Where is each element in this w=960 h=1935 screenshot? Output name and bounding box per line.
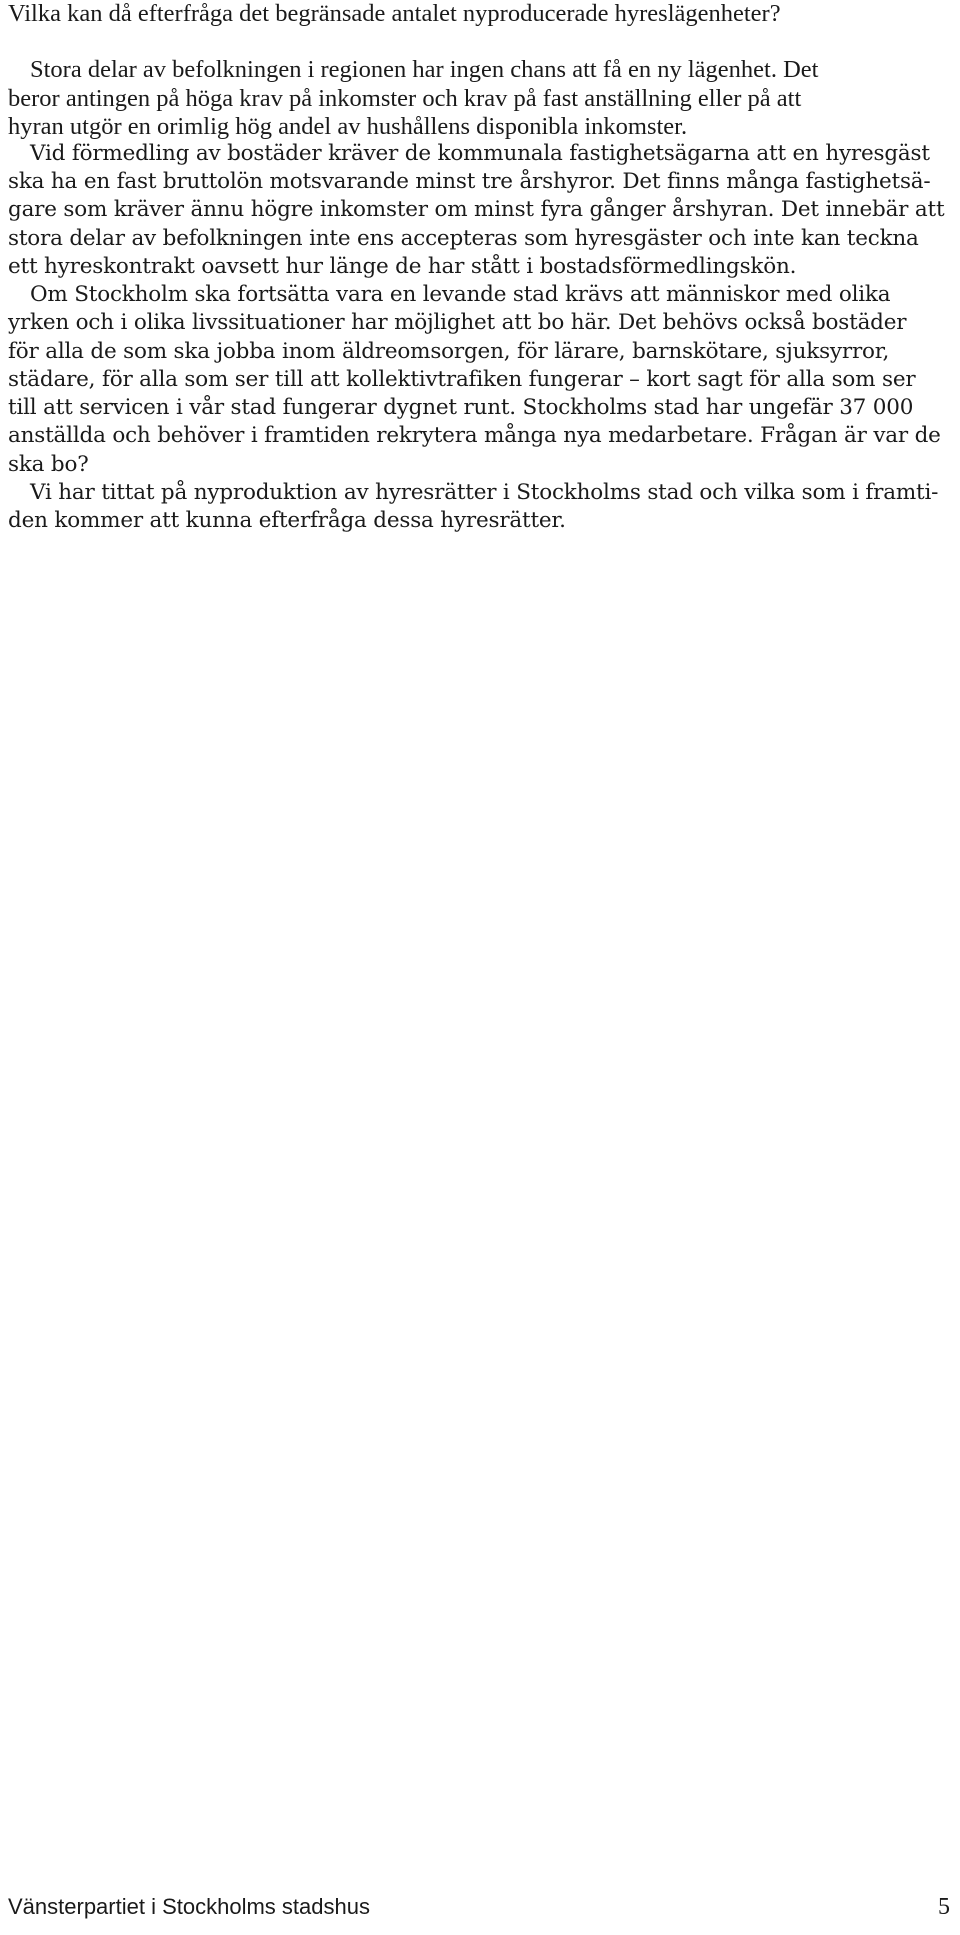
paragraph-line: för alla de som ska jobba inom äldreomsorgen, för lärare, barnskötare, sjuksyrror, [8,339,890,364]
paragraph-line: städare, för alla som ser till att kollektivtrafiken fungerar – kort sagt för alla som ser [8,367,916,392]
paragraph-line: den kommer att kunna efterfråga dessa hyresrätter. [8,508,566,533]
paragraph-line: gare som kräver ännu högre inkomster om minst fyra gånger årshyran. Det innebär att [8,197,945,222]
paragraph-line: ska ha en fast bruttolön motsvarande minst tre årshyror. Det finns många fastighetsä- [8,169,931,194]
paragraph-line: anställda och behöver i framtiden rekrytera många nya medarbetare. Frågan är var de [8,423,941,448]
paragraph-line: stora delar av befolkningen inte ens accepteras som hyresgäster och inte kan teckna [8,226,919,251]
paragraph-line: Om Stockholm ska fortsätta vara en levande stad krävs att människor med olika [30,282,891,307]
paragraph-line: till att servicen i vår stad fungerar dygnet runt. Stockholms stad har ungefär 37 000 [8,395,914,420]
paragraph-line: Stora delar av befolkningen i regionen har ingen chans att få en ny lägenhet. Det [30,56,819,83]
paragraph-line: ska bo? [8,452,89,477]
paragraph-line: Vid förmedling av bostäder kräver de kommunala fastighetsägarna att en hyresgäst [30,141,930,166]
paragraph-line: hyran utgör en orimlig hög andel av hushållens disponibla inkomster. [8,113,688,140]
intro-question: Vilka kan då efterfråga det begränsade antalet nyproducerade hyreslägenheter? [8,0,781,27]
paragraph-line: ett hyreskontrakt oavsett hur länge de har stått i bostadsförmedlingskön. [8,254,797,279]
footer-page-number: 5 [938,1894,950,1920]
paragraph-line: beror antingen på höga krav på inkomster och krav på fast anställning eller på att [8,85,802,112]
footer-publisher: Vänsterpartiet i Stockholms stadshus [8,1894,370,1919]
paragraph-line: yrken och i olika livssituationer har möjlighet att bo här. Det behövs också bostäder [8,310,907,335]
paragraph-line: Vi har tittat på nyproduktion av hyresrätter i Stockholms stad och vilka som i framti- [30,480,939,505]
